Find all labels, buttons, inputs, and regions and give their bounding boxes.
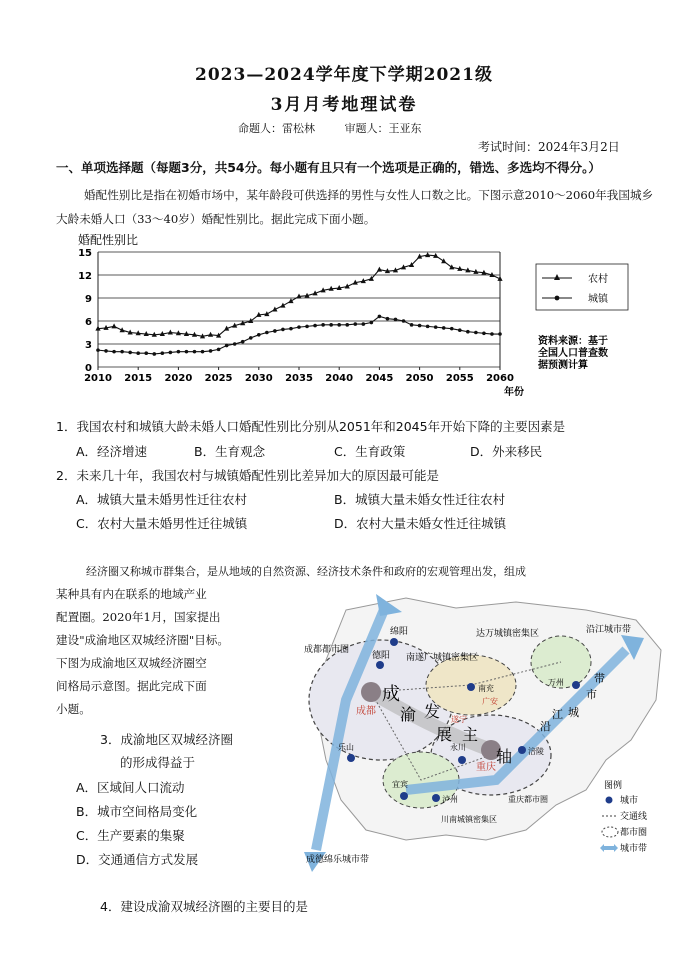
urban-point xyxy=(96,348,100,352)
legend-city: 城市 xyxy=(620,796,639,806)
question-3-stem-line1: 3．成渝地区双城经济圈 xyxy=(100,732,233,747)
urban-point xyxy=(370,321,374,325)
urban-point xyxy=(426,325,430,329)
question-2-stem: 2．未来几十年，我国农村与城镇婚配性别比差异加大的原因最可能是 xyxy=(56,468,439,483)
urban-point xyxy=(249,336,253,340)
source-note-line: 全国人口普查数 xyxy=(538,348,608,359)
urban-point xyxy=(474,331,478,335)
axis-char-6: 轴 xyxy=(496,747,513,766)
passage-2-first-line: 经济圈又称城市群集合，是从地域的自然资源、经济技术条件和政府的宏观管理出发，组成 xyxy=(86,565,526,578)
label-yanjiang: 沿江城市带 xyxy=(586,625,632,635)
legend-belt-icon xyxy=(600,844,618,852)
question-1-stem: 1．我国农村和城镇大龄未婚人口婚配性别比分别从2051年和2045年开始下降的主要因素是 xyxy=(56,419,566,434)
chengyu-map xyxy=(286,590,681,880)
label-mianyang: 绵阳 xyxy=(390,627,409,637)
passage-2-line-6: 小题。 xyxy=(56,702,91,716)
rural-point xyxy=(449,264,454,269)
map-legend xyxy=(600,779,647,854)
y-tick-label: 9 xyxy=(85,294,92,305)
fuling-dot xyxy=(518,746,526,754)
label-chuannan: 川南城镇密集区 xyxy=(441,815,497,824)
urban-point xyxy=(434,325,438,329)
nanchong-dot xyxy=(467,683,475,691)
marriage-ratio-chart xyxy=(60,230,650,400)
urban-point xyxy=(177,350,181,354)
urban-point xyxy=(305,325,309,329)
chart-title: 婚配性别比 xyxy=(78,233,139,247)
urban-point xyxy=(345,323,349,327)
x-tick-label: 2015 xyxy=(124,373,153,384)
urban-point xyxy=(265,331,269,335)
legend-metro: 都市圈 xyxy=(620,828,648,838)
label-chengde-belt: 成德绵乐城市带 xyxy=(306,855,370,865)
label-chengdu-circle: 成都都市圈 xyxy=(304,645,350,655)
label-luzhou: 泸州 xyxy=(442,795,458,804)
urban-point xyxy=(321,323,325,327)
passage-2-line-4: 下图为成渝地区双城经济圈空 xyxy=(56,656,207,670)
label-fuling: 涪陵 xyxy=(528,747,544,756)
urban-point xyxy=(442,326,446,330)
legend-belt: 城市带 xyxy=(620,844,648,854)
yanjiang-v4: 市 xyxy=(586,688,597,701)
legend-transport: 交通线 xyxy=(620,812,648,822)
label-suining: 遂宁 xyxy=(451,715,467,724)
deyang-dot xyxy=(376,661,384,669)
label-guangan: 广安 xyxy=(482,697,498,706)
x-tick-label: 2040 xyxy=(325,373,354,384)
q1-option-a[interactable]: A．经济增速 xyxy=(76,444,148,459)
passage-2-line-3: 建设"成渝地区双城经济圈"目标。 xyxy=(56,633,229,647)
urban-point xyxy=(128,351,132,355)
label-yibin: 宜宾 xyxy=(392,780,408,789)
urban-point xyxy=(201,350,205,354)
urban-point xyxy=(410,323,414,327)
urban-point xyxy=(362,322,366,326)
legend-box xyxy=(536,264,628,310)
reviewer: 审题人：王亚东 xyxy=(344,122,422,135)
urban-point xyxy=(169,351,173,355)
urban-point xyxy=(241,340,245,344)
x-tick-label: 2010 xyxy=(84,373,112,384)
x-tick-label: 2050 xyxy=(405,373,434,384)
label-chongqing-circle: 重庆都市圈 xyxy=(508,795,548,804)
urban-point xyxy=(353,322,357,326)
author: 命题人：雷松林 xyxy=(238,122,315,135)
urban-point xyxy=(418,324,422,328)
urban-point xyxy=(217,348,221,352)
label-deyang: 德阳 xyxy=(372,651,391,661)
urban-point xyxy=(152,352,156,356)
q3-option-d[interactable]: D．交通通信方式发展 xyxy=(76,852,199,867)
axis-char-4: 展 xyxy=(436,725,453,744)
q1-option-d[interactable]: D．外来移民 xyxy=(470,444,543,459)
urban-point xyxy=(112,350,116,354)
chengdu-city-marker xyxy=(361,682,381,702)
urban-point xyxy=(450,327,454,331)
yongchuan-dot xyxy=(458,756,466,764)
q3-option-c[interactable]: C．生产要素的集聚 xyxy=(76,828,185,843)
exam-title-line1: 2023—2024学年度下学期2021级 xyxy=(195,65,493,85)
series-line-urban xyxy=(98,316,500,354)
axis-char-1: 成 xyxy=(382,684,400,705)
source-note-line: 据预测计算 xyxy=(538,360,588,371)
urban-point xyxy=(161,351,165,355)
urban-point xyxy=(402,319,406,323)
label-nanzui: 南遂广城镇密集区 xyxy=(406,653,479,663)
wanzhou-dot xyxy=(572,681,580,689)
yibin-dot xyxy=(400,792,408,800)
urban-point xyxy=(329,323,333,327)
legend-metro-icon xyxy=(602,827,618,837)
urban-point xyxy=(273,329,277,333)
passage-2-line-1: 某种具有内在联系的地域产业 xyxy=(56,587,207,601)
legend-title: 图例 xyxy=(604,781,623,791)
label-dawan: 达万城镇密集区 xyxy=(476,629,540,639)
x-axis-label: 年份 xyxy=(504,387,524,398)
q3-option-a[interactable]: A．区域间人口流动 xyxy=(76,780,185,795)
y-tick-label: 12 xyxy=(78,271,92,282)
axis-char-2: 渝 xyxy=(400,705,417,724)
question-4-stem: 4．建设成渝双城经济圈的主要目的是 xyxy=(100,899,308,914)
urban-point xyxy=(257,333,261,337)
urban-point xyxy=(209,349,213,353)
y-tick-label: 0 xyxy=(85,363,92,374)
axis-char-3: 发 xyxy=(424,702,441,721)
urban-point xyxy=(185,350,189,354)
passage-2-line-2: 配置圈。2020年1月，国家提出 xyxy=(56,610,221,624)
x-tick-label: 2020 xyxy=(164,373,193,384)
question-3-stem-line2: 的形成得益于 xyxy=(120,755,196,770)
label-wanzhou: 万州 xyxy=(548,678,564,687)
urban-point xyxy=(289,327,293,331)
q3-option-b[interactable]: B．城市空间格局变化 xyxy=(76,804,198,819)
leshan-dot xyxy=(347,754,355,762)
legend-urban-label: 城镇 xyxy=(588,294,608,305)
x-tick-label: 2045 xyxy=(365,373,394,384)
x-tick-label: 2060 xyxy=(486,373,514,384)
urban-point xyxy=(466,330,470,334)
y-tick-label: 6 xyxy=(85,317,92,328)
rural-point xyxy=(441,258,446,263)
urban-point xyxy=(394,318,398,322)
label-yongchuan: 永川 xyxy=(450,743,466,752)
urban-point xyxy=(297,325,301,329)
yanjiang-v3: 城 xyxy=(568,706,579,719)
mianyang-dot xyxy=(390,638,398,646)
urban-point xyxy=(386,317,390,321)
urban-point xyxy=(498,332,502,336)
rural-point xyxy=(377,267,382,272)
q2-option-c[interactable]: C．农村大量未婚男性迁往城镇 xyxy=(76,516,248,531)
urban-point xyxy=(337,323,341,327)
q2-option-d[interactable]: D．农村大量未婚女性迁往城镇 xyxy=(334,516,507,531)
urban-point xyxy=(281,328,285,332)
urban-point xyxy=(136,351,140,355)
urban-point xyxy=(458,328,462,332)
label-nanchong: 南充 xyxy=(478,684,494,693)
urban-point xyxy=(225,344,229,348)
rural-point xyxy=(425,252,430,257)
label-chengdu: 成都 xyxy=(356,706,376,717)
y-tick-label: 3 xyxy=(85,340,92,351)
rural-point xyxy=(248,318,253,323)
urban-point xyxy=(233,342,237,346)
urban-point xyxy=(378,315,382,319)
q2-option-a[interactable]: A．城镇大量未婚男性迁往农村 xyxy=(76,492,248,507)
urban-point xyxy=(104,349,108,353)
x-tick-label: 2035 xyxy=(285,373,313,384)
exam-time: 考试时间：2024年3月2日 xyxy=(478,140,620,154)
authors-line xyxy=(238,120,448,136)
q1-option-c[interactable]: C．生育政策 xyxy=(334,444,406,459)
rural-point xyxy=(208,332,213,337)
luzhou-dot xyxy=(432,794,440,802)
x-tick-label: 2055 xyxy=(445,373,474,384)
label-chongqing: 重庆 xyxy=(476,762,496,773)
legend-urban-marker xyxy=(555,296,560,301)
q2-option-b[interactable]: B．城镇大量未婚女性迁往农村 xyxy=(334,492,506,507)
urban-point xyxy=(490,332,494,336)
q1-option-b[interactable]: B．生育观念 xyxy=(194,444,266,459)
rural-point xyxy=(111,323,116,328)
legend-rural-label: 农村 xyxy=(588,274,608,285)
y-tick-label: 15 xyxy=(78,248,92,259)
urban-point xyxy=(144,351,148,355)
exam-title-line2: 3月月考地理试卷 xyxy=(270,95,418,115)
label-leshan: 乐山 xyxy=(338,743,354,752)
rural-point xyxy=(168,330,173,335)
yanjiang-v5: 带 xyxy=(594,672,605,685)
urban-point xyxy=(313,324,317,328)
axis-char-5: 主 xyxy=(462,725,479,744)
urban-point xyxy=(482,331,486,335)
passage-2-line-5: 间格局示意图。据此完成下面 xyxy=(56,679,207,693)
urban-point xyxy=(193,350,197,354)
urban-point xyxy=(120,350,124,354)
section-heading: 一、单项选择题（每题3分，共54分。每小题有且只有一个选项是正确的，错选、多选均不得分。） xyxy=(56,160,601,175)
yanjiang-v2: 江 xyxy=(552,708,563,721)
source-note-line: 资料来源：基于 xyxy=(538,336,608,347)
yanjiang-v1: 沿 xyxy=(540,720,551,733)
legend-city-icon xyxy=(606,797,613,804)
passage-1: 婚配性别比是指在初婚市场中，某年龄段可供选择的男性与女性人口数之比。下图示意2010～2060年我国城乡大龄未婚人口（33～40岁）婚配性别比。据此完成下面小题。 xyxy=(56,188,654,226)
x-tick-label: 2030 xyxy=(244,373,273,384)
x-tick-label: 2025 xyxy=(204,373,233,384)
